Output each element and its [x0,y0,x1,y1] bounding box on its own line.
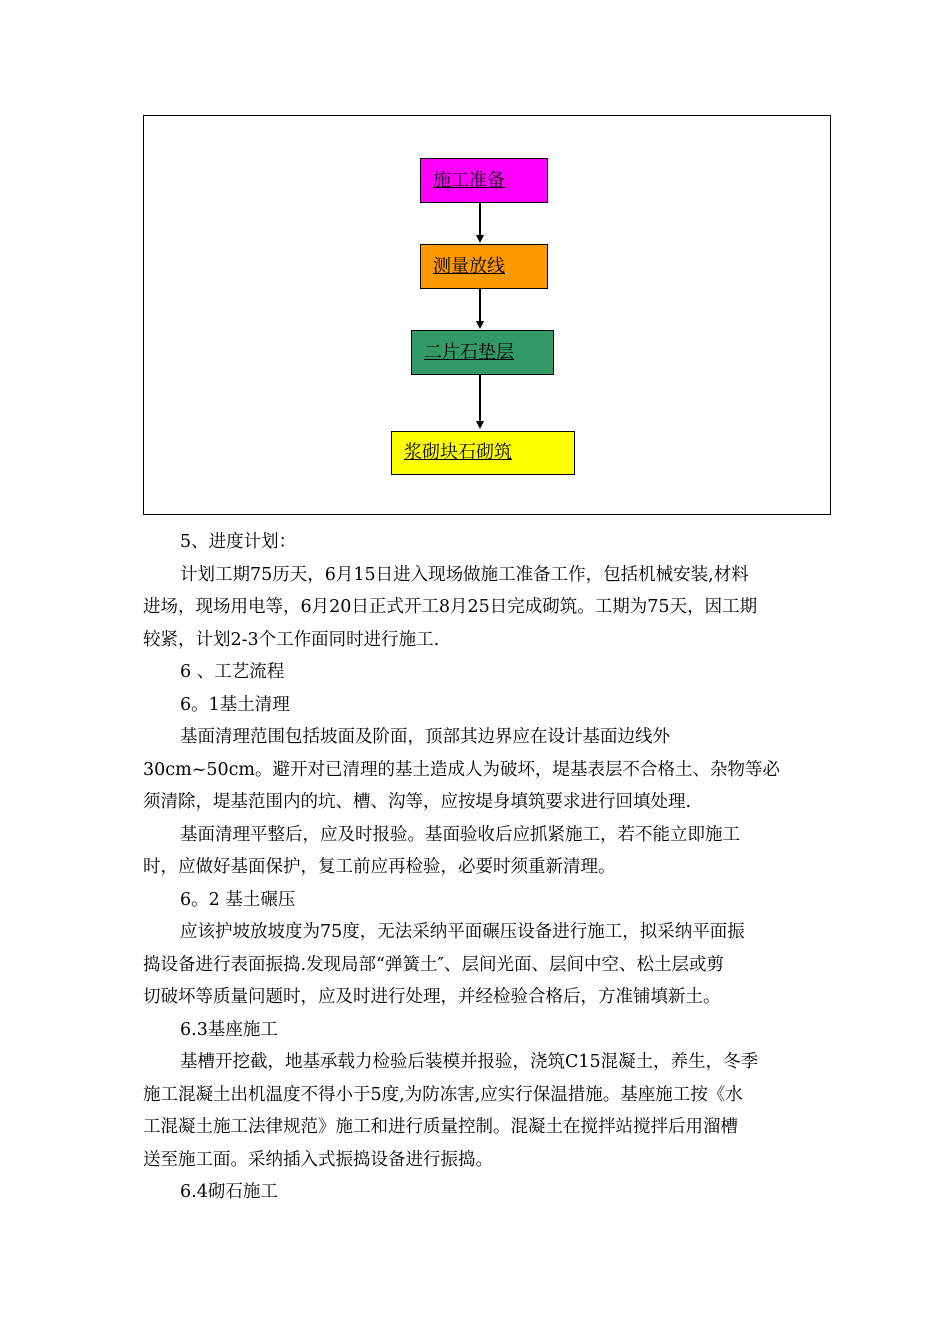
paragraph-line: 送至施工面。采纳插入式振捣设备进行振捣。 [143,1149,493,1170]
subsection-heading-foundation: 6.3基座施工 [180,1019,278,1040]
flow-arrow [479,375,481,422]
flow-step-survey-layout [420,244,548,289]
subsection-heading-soil-compaction: 6。2 基土碾压 [180,889,296,910]
subsection-heading-masonry: 6.4砌石施工 [180,1182,278,1202]
paragraph-line: 应该护坡放坡度为75度，无法采纳平面碾压设备进行施工，拟采纳平面振 [180,922,745,942]
paragraph-line: 时，应做好基面保护，复工前应再检验，必要时须重新清理。 [143,857,616,877]
document-body [143,526,833,1209]
paragraph-line: 基面清理范围包括坡面及阶面，顶部其边界应在设计基面边线外 [180,727,670,747]
arrow-head-icon [476,235,484,243]
flow-step-masonry [391,431,575,475]
section-heading-process: 6 、工艺流程 [180,662,285,682]
paragraph-line: 切破坏等质量问题时，应及时进行处理，并经检验合格后，方准铺填新土。 [143,987,721,1007]
flow-step-label: 施工准备 [433,169,505,191]
arrow-head-icon [476,421,484,429]
paragraph-line: 施工混凝土出机温度不得小于5度,为防冻害,应实行保温措施。基座施工按《水 [143,1084,743,1105]
paragraph-line: 较紧，计划2-3个工作面同时进行施工. [143,629,440,650]
paragraph-line: 进场，现场用电等，6月20日正式开工8月25日完成砌筑。工期为75天，因工期 [143,597,758,617]
flow-step-label: 测量放线 [433,255,505,277]
paragraph-line: 基面清理平整后，应及时报验。基面验收后应抓紧施工，若不能立即施工 [180,824,740,845]
paragraph-line: 工混凝土施工法律规范》施工和进行质量控制。混凝土在搅拌站搅拌后用溜槽 [143,1117,738,1137]
flow-step-label: 二片石垫层 [424,341,514,363]
flowchart-frame [143,115,831,515]
flow-step-stone-cushion [411,330,554,375]
paragraph-line: 基槽开挖截，地基承载力检验后装模并报验，浇筑C15混凝土，养生，冬季 [180,1052,759,1072]
flow-arrow [479,203,481,236]
subsection-heading-soil-clearing: 6。1基土清理 [180,694,290,715]
flow-arrow [479,289,481,322]
flow-step-label: 浆砌块石砌筑 [404,442,512,463]
section-heading-schedule: 5、进度计划： [180,532,297,552]
paragraph-line: 计划工期75历天，6月15日进入现场做施工准备工作，包括机械安装,材料 [180,564,749,585]
paragraph-line: 须清除，堤基范围内的坑、槽、沟等，应按堤身填筑要求进行回填处理. [143,792,692,812]
paragraph-line: 30cm~50cm。避开对已清理的基土造成人为破坏，堤基表层不合格土、杂物等必 [143,759,780,780]
paragraph-line: 捣设备进行表面振捣.发现局部“弹簧土″、层间光面、层间中空、松土层或剪 [143,954,725,975]
flow-step-construction-prep [420,158,548,203]
arrow-head-icon [476,321,484,329]
